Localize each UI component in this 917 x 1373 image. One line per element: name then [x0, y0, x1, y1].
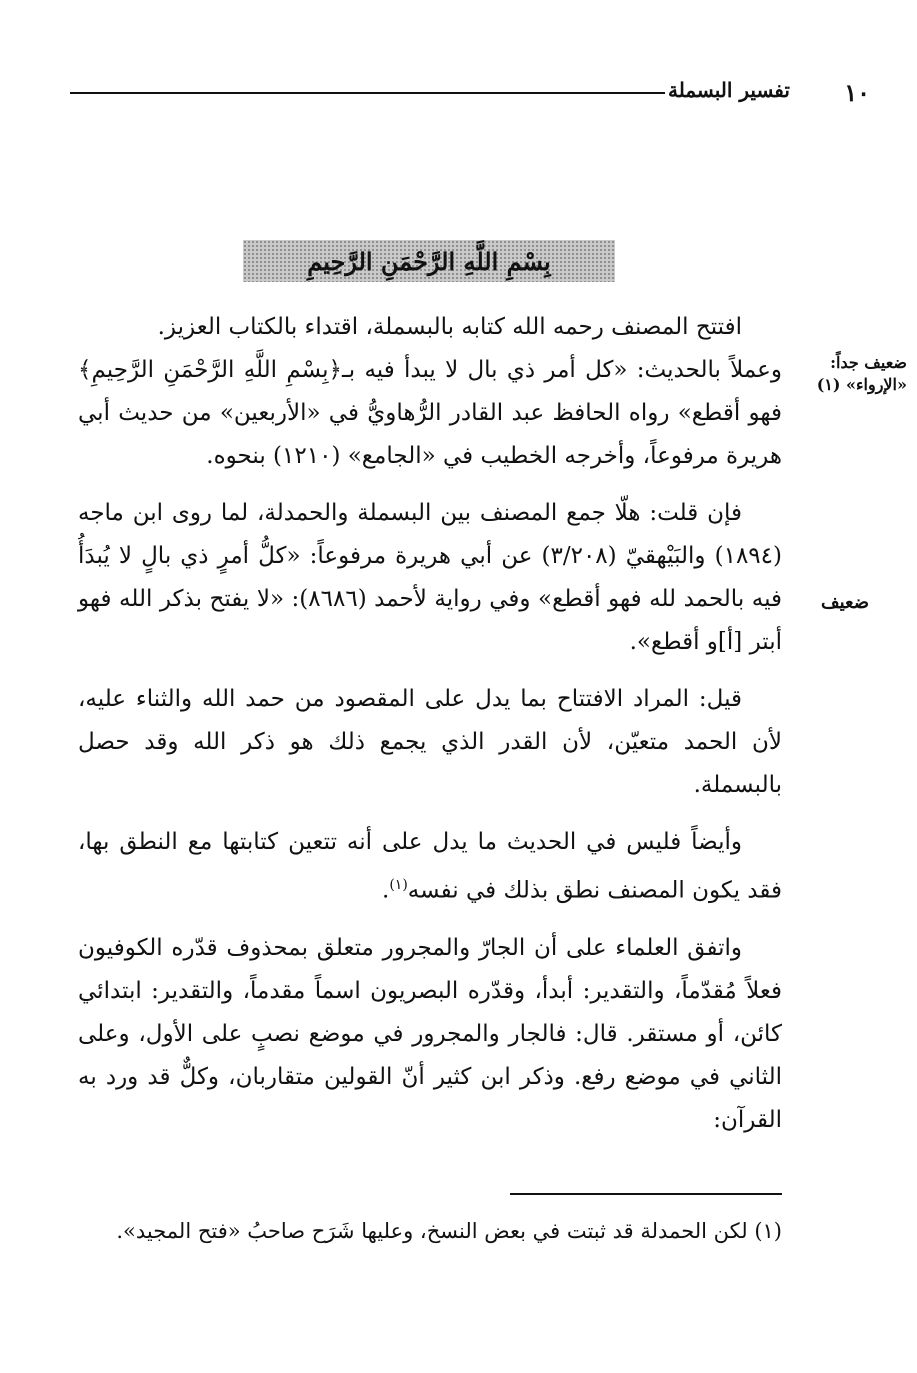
paragraph-3: فإن قلت: هلّا جمع المصنف بين البسملة والحمدلة، لما روى ابن ماجه (١٨٩٤) والبَيْهقيّ (٣/٢٠٨) عن أبي هريرة مرفوعاً: «كلُّ أمرٍ ذي بالٍ لا يُبدَأُ فيه بالحمد لله فهو أقطع» وفي رواية لأحمد (٨٦٨٦): «لا يفتح بذكر الله فهو أبتر [أ]و أقطع».: [78, 500, 783, 655]
margin-note-line: «الإرواء» (١): [816, 375, 907, 394]
margin-note-grading-2: ضعيف: [820, 592, 869, 613]
page-number: ١٠: [844, 78, 870, 107]
basmala-text: بِسْمِ اللَّهِ الرَّحْمَنِ الرَّحِيمِ: [307, 246, 551, 276]
footnote: (١) لكن الحمدلة قد ثبتت في بعض النسخ، وعليها شَرَح صاحبُ «فتح المجيد».: [116, 1219, 782, 1243]
footnote-rule: [510, 1193, 782, 1195]
paragraph-1: افتتح المصنف رحمه الله كتابه بالبسملة، اقتداء بالكتاب العزيز.: [157, 314, 742, 340]
main-text: [78, 306, 782, 1156]
footnote-ref: (١): [389, 877, 408, 893]
header-rule: [70, 92, 665, 94]
margin-note-line: ضعيف جداً:: [830, 353, 907, 372]
paragraph-5-text: وأيضاً فليس في الحديث ما يدل على أنه تتعين كتابتها مع النطق بها، فقد يكون المصنف نطق بذلك في نفسه: [78, 829, 782, 904]
margin-note-grading-1: [807, 352, 907, 396]
running-title: تفسير البسملة: [668, 78, 790, 102]
basmala-banner: [243, 240, 615, 282]
page-header: [70, 78, 870, 108]
paragraph-5: [78, 821, 782, 913]
paragraph-5-end: .: [382, 877, 390, 904]
paragraph-2: وعملاً بالحديث: «كل أمر ذي بال لا يبدأ فيه بـ﴿بِسْمِ اللَّهِ الرَّحْمَنِ الرَّحِيمِ﴾ فهو أقطع» رواه الحافظ عبد القادر الرُّهاويُّ في «الأربعين» من حديث أبي هريرة مرفوعاً، وأخرجه الخطيب في «الجامع» (١٢١٠) بنحوه.: [78, 357, 783, 469]
paragraph-4: قيل: المراد الافتتاح بما يدل على المقصود من حمد الله والثناء عليه، لأن الحمد متعيّن، لأن القدر الذي يجمع ذلك هو ذكر الله وقد حصل بالبسملة.: [78, 686, 782, 798]
paragraph-6: واتفق العلماء على أن الجارّ والمجرور متعلق بمحذوف قدّره الكوفيون فعلاً مُقدّماً، والتقدير: أبدأ، وقدّره البصريون اسماً مقدماً، والتقدير: ابتدائي كائن، أو مستقر. قال: فالجار والمجرور في موضع نصبٍ على الأول، وعلى الثاني في موضع رفع. وذكر ابن كثير أنّ القولين متقاربان، وكلٌّ قد ورد به القرآن:: [78, 934, 782, 1133]
